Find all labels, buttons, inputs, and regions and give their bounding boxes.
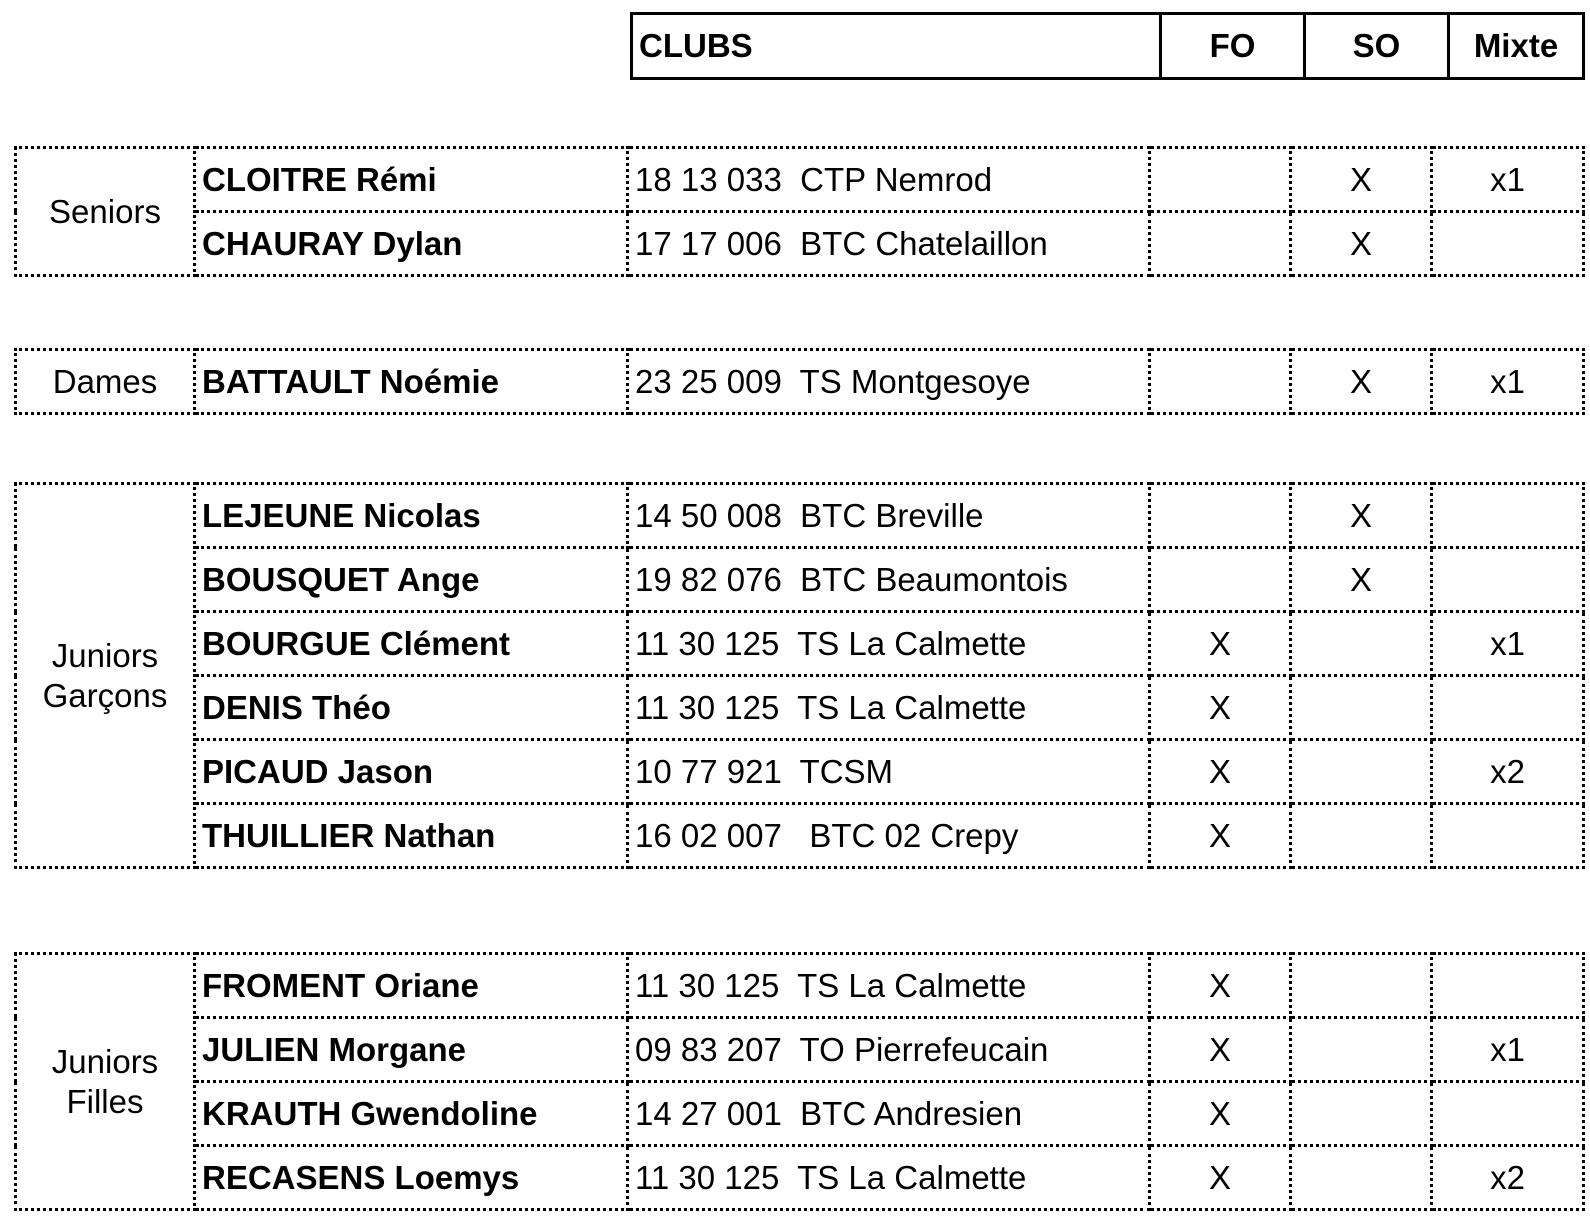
player-club: 18 13 033 CTP Nemrod (628, 148, 1150, 212)
group-juniors-garcons (14, 482, 1585, 869)
fo-mark: X (1150, 1146, 1291, 1210)
mixte-mark (1432, 954, 1584, 1018)
so-mark: X (1291, 148, 1432, 212)
category-label: Juniors Filles (16, 954, 195, 1210)
so-mark (1291, 740, 1432, 804)
group-seniors (14, 146, 1585, 277)
table-row (16, 1146, 1584, 1210)
fo-mark (1150, 212, 1291, 276)
header-clubs: CLUBS (632, 14, 1161, 79)
player-club: 16 02 007 BTC 02 Crepy (628, 804, 1150, 868)
group-dames (14, 348, 1585, 415)
player-club: 11 30 125 TS La Calmette (628, 954, 1150, 1018)
table-row (16, 1082, 1584, 1146)
player-club: 23 25 009 TS Montgesoye (628, 350, 1150, 414)
table-row (16, 484, 1584, 548)
mixte-mark (1432, 212, 1584, 276)
player-name: FROMENT Oriane (195, 954, 628, 1018)
fo-mark: X (1150, 1082, 1291, 1146)
player-name: KRAUTH Gwendoline (195, 1082, 628, 1146)
mixte-mark: x1 (1432, 1018, 1584, 1082)
so-mark: X (1291, 548, 1432, 612)
player-club: 11 30 125 TS La Calmette (628, 612, 1150, 676)
mixte-mark: x1 (1432, 350, 1584, 414)
player-name: CLOITRE Rémi (195, 148, 628, 212)
table-row (16, 954, 1584, 1018)
player-club: 10 77 921 TCSM (628, 740, 1150, 804)
mixte-mark: x1 (1432, 148, 1584, 212)
player-club: 17 17 006 BTC Chatelaillon (628, 212, 1150, 276)
mixte-mark: x1 (1432, 612, 1584, 676)
mixte-mark: x2 (1432, 1146, 1584, 1210)
category-label: Dames (16, 350, 195, 414)
player-name: BATTAULT Noémie (195, 350, 628, 414)
player-club: 14 50 008 BTC Breville (628, 484, 1150, 548)
fo-mark: X (1150, 740, 1291, 804)
player-name: BOUSQUET Ange (195, 548, 628, 612)
player-name: RECASENS Loemys (195, 1146, 628, 1210)
table-row (16, 148, 1584, 212)
fo-mark: X (1150, 1018, 1291, 1082)
player-club: 11 30 125 TS La Calmette (628, 1146, 1150, 1210)
mixte-mark (1432, 484, 1584, 548)
so-mark (1291, 1082, 1432, 1146)
player-name: THUILLIER Nathan (195, 804, 628, 868)
category-label: Seniors (16, 148, 195, 276)
table-row (16, 350, 1584, 414)
player-club: 14 27 001 BTC Andresien (628, 1082, 1150, 1146)
header-table (630, 12, 1585, 80)
table-row (16, 676, 1584, 740)
so-mark: X (1291, 484, 1432, 548)
player-name: BOURGUE Clément (195, 612, 628, 676)
fo-mark (1150, 148, 1291, 212)
so-mark (1291, 676, 1432, 740)
so-mark (1291, 1146, 1432, 1210)
table-row (16, 212, 1584, 276)
table-row (16, 1018, 1584, 1082)
player-club: 11 30 125 TS La Calmette (628, 676, 1150, 740)
mixte-mark (1432, 1082, 1584, 1146)
so-mark (1291, 954, 1432, 1018)
player-club: 09 83 207 TO Pierrefeucain (628, 1018, 1150, 1082)
table-row (16, 804, 1584, 868)
fo-mark: X (1150, 612, 1291, 676)
fo-mark (1150, 350, 1291, 414)
player-name: CHAURAY Dylan (195, 212, 628, 276)
fo-mark: X (1150, 804, 1291, 868)
header-row (632, 14, 1584, 79)
mixte-mark (1432, 804, 1584, 868)
player-name: DENIS Théo (195, 676, 628, 740)
mixte-mark (1432, 548, 1584, 612)
group-juniors-filles (14, 952, 1585, 1211)
header-so: SO (1305, 14, 1449, 79)
header-mixte: Mixte (1449, 14, 1584, 79)
table-row (16, 548, 1584, 612)
table-row (16, 612, 1584, 676)
so-mark (1291, 612, 1432, 676)
mixte-mark: x2 (1432, 740, 1584, 804)
so-mark (1291, 804, 1432, 868)
player-name: LEJEUNE Nicolas (195, 484, 628, 548)
table-row (16, 740, 1584, 804)
so-mark (1291, 1018, 1432, 1082)
fo-mark: X (1150, 676, 1291, 740)
fo-mark (1150, 548, 1291, 612)
header-fo: FO (1161, 14, 1305, 79)
player-name: JULIEN Morgane (195, 1018, 628, 1082)
category-label: Juniors Garçons (16, 484, 195, 868)
player-club: 19 82 076 BTC Beaumontois (628, 548, 1150, 612)
player-name: PICAUD Jason (195, 740, 628, 804)
so-mark: X (1291, 212, 1432, 276)
so-mark: X (1291, 350, 1432, 414)
mixte-mark (1432, 676, 1584, 740)
fo-mark (1150, 484, 1291, 548)
fo-mark: X (1150, 954, 1291, 1018)
